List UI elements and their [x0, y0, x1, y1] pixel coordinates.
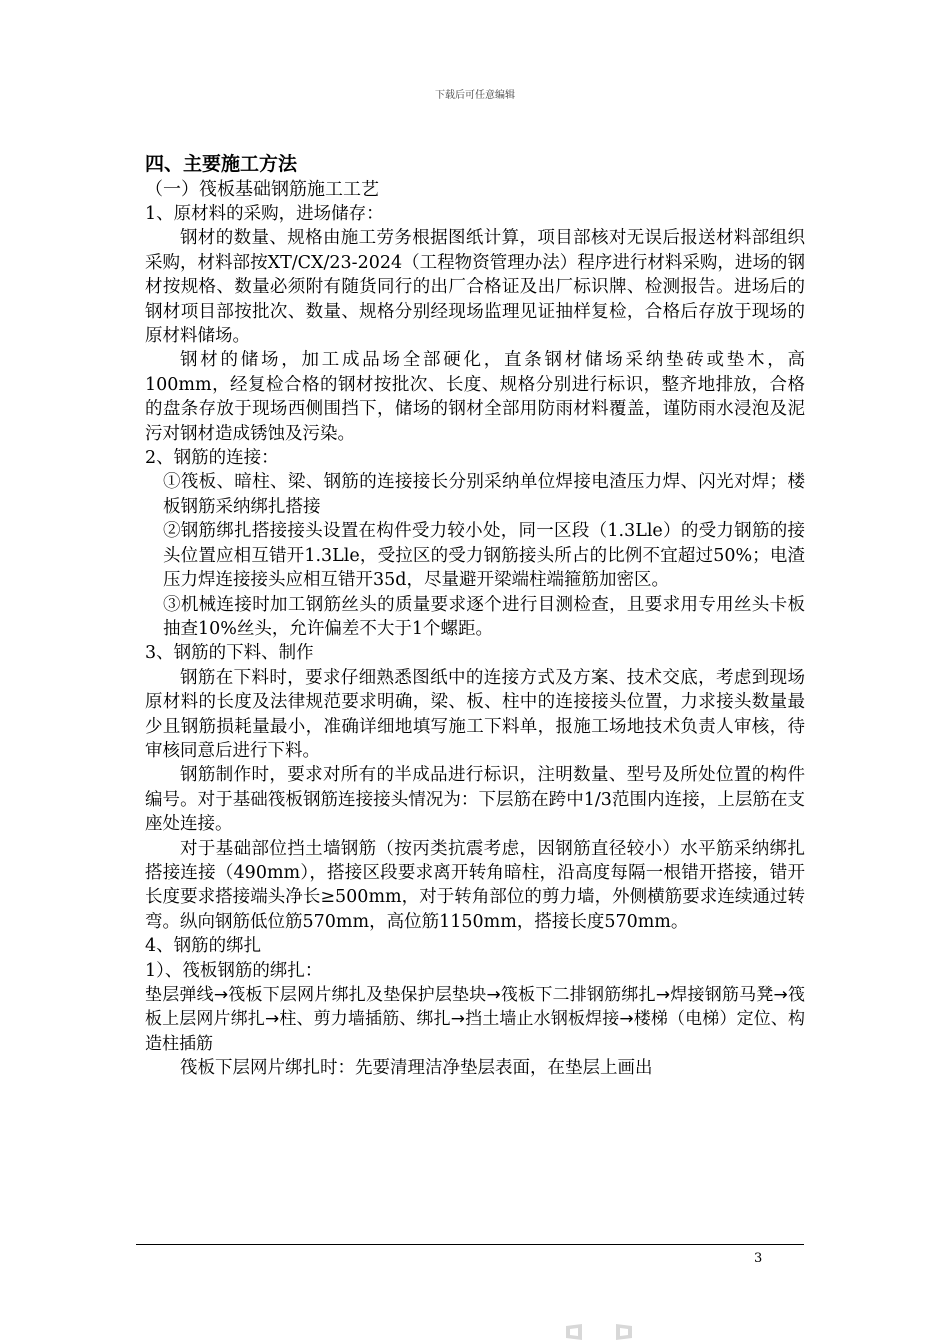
item-2-point-1: ①筏板、暗柱、梁、钢筋的连接接长分别采纳单位焊接电渣压力焊、闪光对焊；楼板钢筋采纳绑扎搭接 [163, 472, 805, 517]
item-2-point-3: ③机械连接时加工钢筋丝头的质量要求逐个进行目测检查，且要求用专用丝头卡板抽查10%丝头，允许偏差不大于1个螺距。 [163, 594, 805, 639]
section-title: 四、主要施工方法 [145, 153, 298, 175]
item-3-title: 3、钢筋的下料、制作 [145, 643, 314, 664]
subsection-title: （一）筏板基础钢筋施工工艺 [145, 179, 379, 200]
binding-flow-sequence: 垫层弹线→筏板下层网片绑扎及垫保护层垫块→筏板下二排钢筋绑扎→焊接钢筋马凳→筏板上层网片绑扎→柱、剪力墙插筋、绑扎→挡土墙止水钢板焊接→楼梯（电梯）定位、构造柱插筋 [145, 985, 805, 1054]
item-2-point-2: ②钢筋绑扎搭接接头设置在构件受力较小处，同一区段（1.3Lle）的受力钢筋的接头位置应相互错开1.3Lle，受拉区的受力钢筋接头所占的比例不宜超过50%；电渣压力焊连接接头应相互错开35d，尽量避开梁端柱端箍筋加密区。 [163, 521, 805, 591]
bottom-watermark-marks [562, 1318, 642, 1344]
chevron-mark-left-icon [564, 1322, 584, 1342]
item-4-paragraph-1: 筏板下层网片绑扎时：先要清理洁净垫层表面，在垫层上画出 [180, 1058, 653, 1079]
item-1-title: 1、原材料的采购，进场储存： [145, 204, 384, 224]
header-note: 下载后可任意编辑 [435, 90, 515, 101]
item-3-paragraph-2: 钢筋制作时，要求对所有的半成品进行标识，注明数量、型号及所处位置的构件编号。对于基础筏板钢筋连接接头情况为：下层筋在跨中1/3范围内连接，上层筋在支座处连接。 [145, 765, 805, 835]
item-3-paragraph-3: 对于基础部位挡土墙钢筋（按丙类抗震考虑，因钢筋直径较小）水平筋采纳绑扎搭接连接（490mm），搭接区段要求离开转角暗柱，沿高度每隔一根错开搭接，错开长度要求搭接端头净长≥500mm，对于转角部位的剪力墙，外侧横筋要求连续通过转弯。纵向钢筋低位筋570mm，高位筋1150mm，搭接长度570mm。 [145, 838, 805, 932]
item-4-title: 4、钢筋的绑扎 [145, 936, 262, 957]
item-4-subtitle: 1）、筏板钢筋的绑扎： [145, 960, 323, 981]
item-1-paragraph-1: 钢材的数量、规格由施工劳务根据图纸计算，项目部核对无误后报送材料部组织采购，材料部按XT/CX/23-2024（工程物资管理办法）程序进行材料采购，进场的钢材按规格、数量必须附有随货同行的出厂合格证及出厂标识牌、检测报告。进场后的钢材项目部按批次、数量、规格分别经现场监理见证抽样复检，合格后存放于现场的原材料储场。 [145, 228, 805, 347]
page-number: 3 [754, 1251, 763, 1266]
item-3-paragraph-1: 钢筋在下料时，要求仔细熟悉图纸中的连接方式及方案、技术交底，考虑到现场原材料的长度及法律规范要求明确，梁、板、柱中的连接接头位置，力求接头数量最少且钢筋损耗量最小，准确详细地填写施工下料单，报施工场地技术负责人审核，待审核同意后进行下料。 [145, 667, 805, 761]
footer-divider [136, 1244, 804, 1245]
item-1-paragraph-2: 钢材的储场，加工成品场全部硬化，直条钢材储场采纳垫砖或垫木，高100mm，经复检合格的钢材按批次、长度、规格分别进行标识，整齐地排放，合格的盘条存放于现场西侧围挡下，储场的钢材全部用防雨材料覆盖，谨防雨水浸泡及泥污对钢材造成锈蚀及污染。 [145, 350, 805, 444]
item-2-title: 2、钢筋的连接： [145, 448, 279, 469]
chevron-mark-right-icon [614, 1322, 634, 1342]
document-body [145, 150, 805, 1081]
